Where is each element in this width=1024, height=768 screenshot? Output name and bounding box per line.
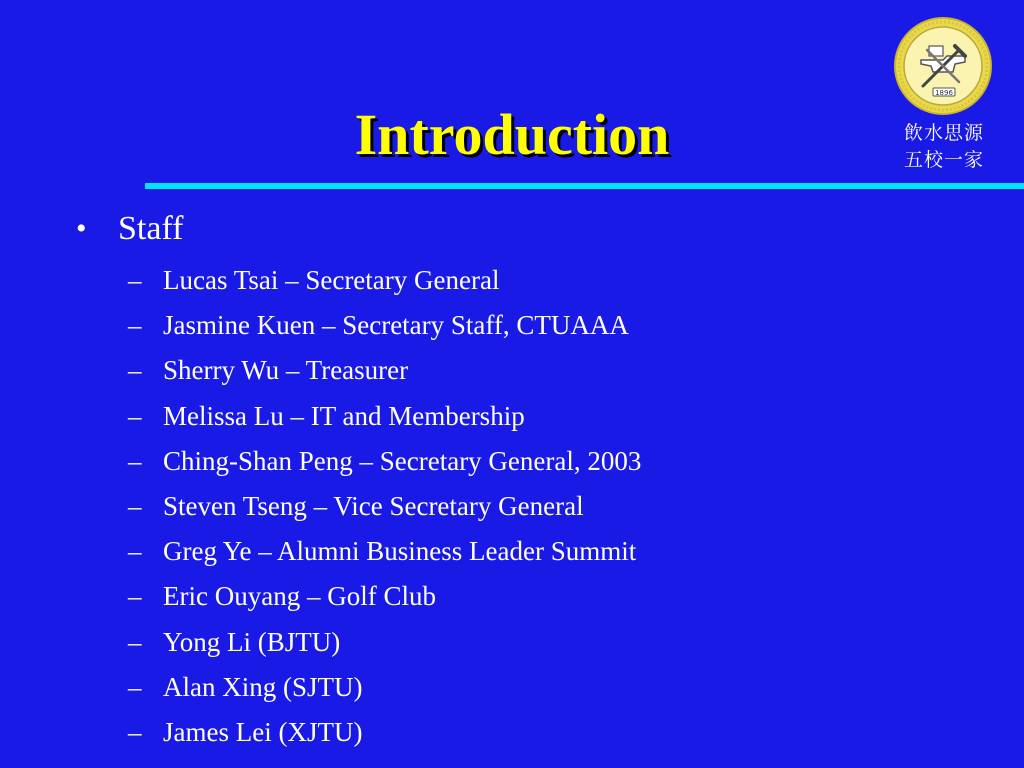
dash-icon: – xyxy=(128,310,142,341)
list-item-text: Lucas Tsai – Secretary General xyxy=(163,265,500,295)
dash-icon: – xyxy=(128,265,142,295)
list-item-text: Jasmine Kuen – Secretary Staff, CTUAAA xyxy=(163,310,629,341)
list-item-text: Alan Xing (SJTU) xyxy=(163,671,363,702)
list-item-text: Yong Li (BJTU) xyxy=(163,626,341,657)
seal-year: 1896 xyxy=(935,89,953,97)
dash-icon: – xyxy=(128,626,142,657)
staff-heading: Staff xyxy=(118,210,184,247)
list-item xyxy=(128,576,641,621)
list-item xyxy=(128,350,641,395)
list-item xyxy=(128,712,641,757)
dash-icon: – xyxy=(128,671,142,702)
list-item xyxy=(128,441,641,486)
dash-icon: – xyxy=(128,400,142,431)
list-item-text: Melissa Lu – IT and Membership xyxy=(163,400,525,431)
dash-icon: – xyxy=(128,536,142,567)
list-item-text: Eric Ouyang – Golf Club xyxy=(163,581,436,612)
dash-icon: – xyxy=(128,445,142,476)
title-divider xyxy=(145,183,1024,189)
dash-icon: – xyxy=(128,355,142,386)
list-item xyxy=(128,396,641,441)
list-item xyxy=(128,667,641,712)
university-seal-icon xyxy=(893,16,993,116)
dash-icon: – xyxy=(128,716,142,747)
list-item-text: Greg Ye – Alumni Business Leader Summit xyxy=(163,536,637,567)
list-item-text: Sherry Wu – Treasurer xyxy=(163,355,409,386)
list-item-text: Steven Tseng – Vice Secretary General xyxy=(163,490,584,521)
list-item-text: Ching-Shan Peng – Secretary General, 2003 xyxy=(163,445,642,476)
list-item xyxy=(128,486,641,531)
list-item xyxy=(128,305,641,350)
motto-line-2: 五校一家 xyxy=(903,149,984,171)
slide-title: Introduction xyxy=(354,102,670,167)
list-item-text: James Lei (XJTU) xyxy=(163,716,363,747)
motto xyxy=(886,120,1002,174)
dash-icon: – xyxy=(128,490,142,521)
motto-line-1: 飲水思源 xyxy=(903,122,984,144)
bullet-icon: • xyxy=(76,212,87,245)
list-item xyxy=(128,531,641,576)
staff-list xyxy=(128,260,641,757)
list-item xyxy=(128,260,641,305)
dash-icon: – xyxy=(128,581,142,612)
staff-heading-item xyxy=(76,207,183,251)
list-item xyxy=(128,622,641,667)
